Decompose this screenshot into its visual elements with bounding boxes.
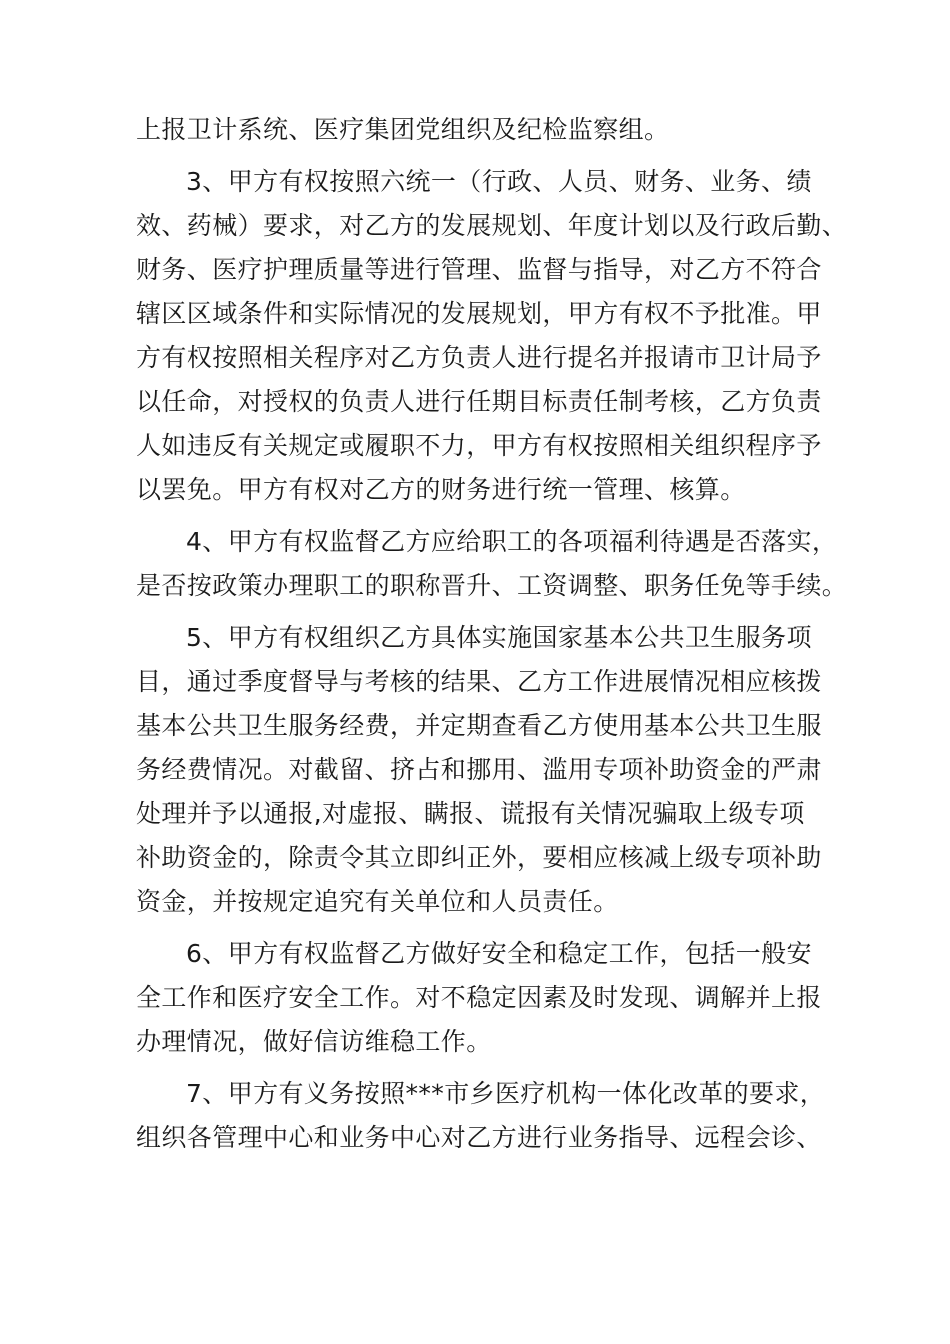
text-line: 补助资金的，除责令其立即纠正外，要相应核减上级专项补助 — [136, 843, 822, 872]
paragraph-3-line: 3、甲方有权按照六统一（行政、人员、财务、业务、绩 — [186, 167, 812, 196]
text-line: 以罢免。甲方有权对乙方的财务进行统一管理、核算。 — [136, 475, 746, 504]
text-line: 上报卫计系统、医疗集团党组织及纪检监察组。 — [136, 115, 670, 144]
text-line: 效、药械）要求，对乙方的发展规划、年度计划以及行政后勤、 — [136, 211, 848, 240]
text-line: 办理情况，做好信访维稳工作。 — [136, 1027, 492, 1056]
text-line: 是否按政策办理职工的职称晋升、工资调整、职务任免等手续。 — [136, 571, 848, 600]
text-line: 目，通过季度督导与考核的结果、乙方工作进展情况相应核拨 — [136, 667, 822, 696]
text-line: 财务、医疗护理质量等进行管理、监督与指导，对乙方不符合 — [136, 255, 822, 284]
paragraph-4-line: 4、甲方有权监督乙方应给职工的各项福利待遇是否落实， — [186, 527, 838, 556]
text-line: 组织各管理中心和业务中心对乙方进行业务指导、远程会诊、 — [136, 1123, 822, 1152]
text-line: 以任命，对授权的负责人进行任期目标责任制考核，乙方负责 — [136, 387, 822, 416]
text-line: 资金，并按规定追究有关单位和人员责任。 — [136, 887, 619, 916]
text-line: 基本公共卫生服务经费，并定期查看乙方使用基本公共卫生服 — [136, 711, 822, 740]
paragraph-7-line: 7、甲方有义务按照***市乡医疗机构一体化改革的要求， — [186, 1079, 826, 1108]
text-line: 处理并予以通报,对虚报、瞒报、谎报有关情况骗取上级专项 — [136, 799, 805, 828]
text-line: 方有权按照相关程序对乙方负责人进行提名并报请市卫计局予 — [136, 343, 822, 372]
paragraph-5-line: 5、甲方有权组织乙方具体实施国家基本公共卫生服务项 — [186, 623, 812, 652]
text-line: 务经费情况。对截留、挤占和挪用、滥用专项补助资金的严肃 — [136, 755, 822, 784]
text-line: 人如违反有关规定或履职不力，甲方有权按照相关组织程序予 — [136, 431, 822, 460]
text-line: 全工作和医疗安全工作。对不稳定因素及时发现、调解并上报 — [136, 983, 822, 1012]
text-line: 辖区区域条件和实际情况的发展规划，甲方有权不予批准。甲 — [136, 299, 822, 328]
paragraph-6-line: 6、甲方有权监督乙方做好安全和稳定工作，包括一般安 — [186, 939, 812, 968]
